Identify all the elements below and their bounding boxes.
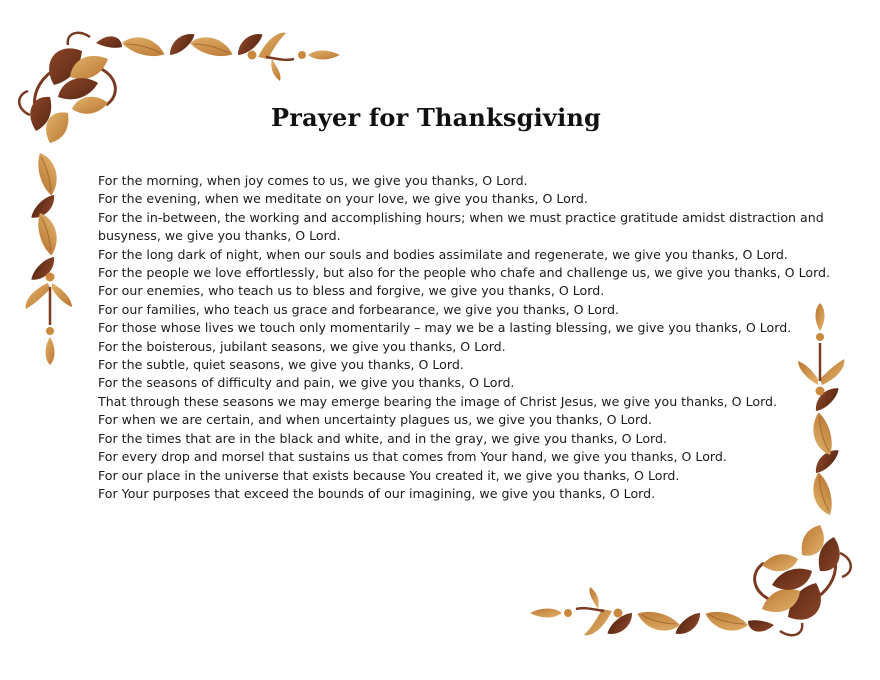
prayer-line: For our families, who teach us grace and forbearance, we give you thanks, O Lord. <box>98 301 619 317</box>
prayer-line: For those whose lives we touch only momentarily – may we be a lasting blessing, we give you thanks, O Lord. <box>98 320 792 336</box>
bottom-leaf-row <box>530 587 750 639</box>
prayer-line: For the seasons of difficulty and pain, we give you thanks, O Lord. <box>98 375 515 391</box>
prayer-line: For the morning, when joy comes to us, we give you thanks, O Lord. <box>98 173 528 188</box>
prayer-line: For the boisterous, jubilant seasons, we give you thanks, O Lord. <box>98 338 506 354</box>
prayer-lines <box>98 172 848 503</box>
top-leaf-row <box>120 29 340 81</box>
prayer-line: That through these seasons we may emerge bearing the image of Christ Jesus, we give you thanks, O Lord. <box>98 393 778 409</box>
prayer-line: For our enemies, who teach us to bless and forgive, we give you thanks, O Lord. <box>98 283 605 299</box>
prayer-line: For when we are certain, and when uncertainty plagues us, we give you thanks, O Lord. <box>98 412 652 428</box>
left-leaf-column <box>26 150 72 365</box>
corner-swirl-br <box>748 525 851 635</box>
prayer-line: For our place in the universe that exists because You created it, we give you thanks, O Lord. <box>98 467 680 483</box>
prayer-line: For the people we love effortlessly, but also for the people who chafe and challenge us, we give you thanks, O Lord. <box>98 265 831 281</box>
prayer-line: For the evening, when we meditate on your love, we give you thanks, O Lord. <box>98 191 588 207</box>
document-title: Prayer for Thanksgiving <box>270 103 602 132</box>
prayer-line: For Your purposes that exceed the bounds of our imagining, we give you thanks, O Lord. <box>98 485 656 501</box>
prayer-line: For the times that are in the black and white, and in the gray, we give you thanks, O Lord. <box>98 430 668 446</box>
prayer-line: For every drop and morsel that sustains us that comes from Your hand, we give you thanks, O Lord. <box>98 449 727 465</box>
prayer-line: For the in-between, the working and accomplishing hours; when we must practice gratitude amidst distraction and busyness, we give you thanks, O Lord. <box>98 209 824 244</box>
prayer-line: For the subtle, quiet seasons, we give you thanks, O Lord. <box>98 357 464 373</box>
prayer-line: For the long dark of night, when our souls and bodies assimilate and regenerate, we give you thanks, O Lord. <box>98 246 788 262</box>
